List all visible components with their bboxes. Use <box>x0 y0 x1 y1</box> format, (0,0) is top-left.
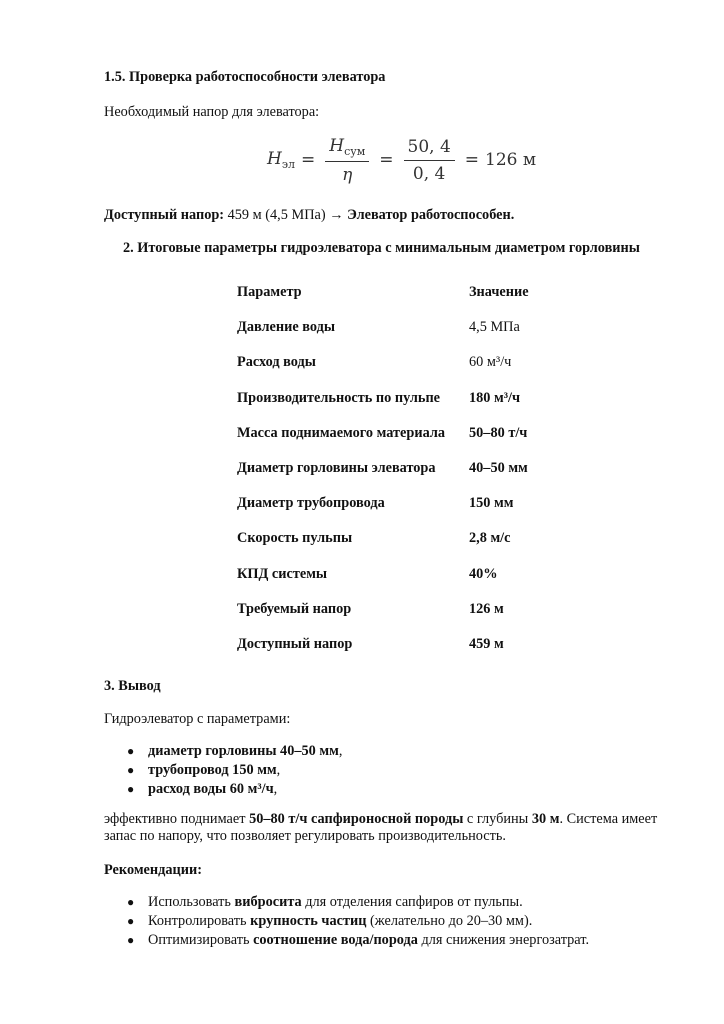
section-2-heading: 2. Итоговые параметры гидроэлеватора с минимальным диаметром горловины <box>123 240 640 256</box>
recommendation-segment: Контролировать <box>148 913 251 929</box>
table-cell-value: 2,8 м/с <box>469 530 511 547</box>
available-head-value: 459 м (4,5 МПа) → <box>224 207 348 223</box>
table-cell-value: 40% <box>469 565 498 582</box>
recommendation-segment: для отделения сапфиров от пульпы. <box>301 894 523 910</box>
formula-equals: = <box>464 150 480 170</box>
available-head-verdict: Элеватор работоспособен. <box>347 207 515 223</box>
formula-equals: = <box>379 150 394 170</box>
parameter-bullet-segment: , <box>273 781 278 797</box>
conclusion-segment: с глубины <box>463 811 532 827</box>
recommendations-heading: Рекомендации: <box>104 862 202 878</box>
table-header-param: Параметр <box>237 284 302 300</box>
recommendation-segment: Использовать <box>148 894 235 910</box>
table-cell-param: Скорость пульпы <box>237 530 353 547</box>
table-cell-param: Диаметр горловины элеватора <box>237 459 436 476</box>
bullet-icon: ● <box>127 895 135 909</box>
recommendation-segment: крупность частиц <box>250 913 367 929</box>
table-cell-param: Требуемый напор <box>237 600 352 617</box>
conclusion-intro: Гидроэлеватор с параметрами: <box>104 711 291 727</box>
bullet-icon: ● <box>127 782 135 796</box>
bullet-icon: ● <box>127 914 135 928</box>
parameter-bullet-item <box>104 780 342 799</box>
conclusion-line-2: запас по напору, что позволяет регулировать производительность. <box>104 828 506 844</box>
table-cell-value: 4,5 МПа <box>469 319 520 336</box>
conclusion-segment: 50–80 т/ч сапфироносной породы <box>249 811 464 827</box>
bullet-icon: ● <box>127 933 135 947</box>
table-cell-value: 150 мм <box>469 495 514 512</box>
parameter-bullet-list <box>104 742 342 799</box>
table-cell-value: 126 м <box>469 600 504 617</box>
formula-result: 126 м <box>485 150 537 170</box>
table-cell-param: Расход воды <box>237 354 316 371</box>
parameter-bullet-segment: расход воды 60 м³/ч <box>148 781 274 797</box>
table-cell-param: Производительность по пульпе <box>237 389 441 406</box>
formula-fraction-numeric: $\frac{50, 4}{0, 4}$ <box>406 137 453 184</box>
table-cell-param: Давление воды <box>237 319 336 336</box>
conclusion-line-1 <box>104 811 657 828</box>
parameter-bullet-segment: диаметр горловины 40–50 мм <box>148 743 339 759</box>
recommendation-segment: Оптимизировать <box>148 932 254 948</box>
section-1-5-heading: 1.5. Проверка работоспособности элеватора <box>104 69 386 85</box>
table-cell-value: 459 м <box>469 635 504 652</box>
table-header-value: Значение <box>469 284 529 300</box>
required-head-formula <box>267 130 536 190</box>
recommendation-segment: вибросита <box>234 894 302 910</box>
parameter-bullet-segment: трубопровод 150 мм <box>148 762 277 778</box>
section-3-heading: 3. Вывод <box>104 678 161 694</box>
bullet-icon: ● <box>127 763 135 777</box>
recommendation-segment: соотношение вода/порода <box>253 932 418 948</box>
formula-equals: = <box>300 150 316 170</box>
available-head-line <box>104 207 514 224</box>
conclusion-segment: 30 м <box>531 811 560 827</box>
required-head-intro: Необходимый напор для элеватора: <box>104 104 320 120</box>
table-cell-param: Масса поднимаемого материала <box>237 424 446 441</box>
table-cell-value: 50–80 т/ч <box>469 424 528 441</box>
recommendations-list <box>104 893 589 950</box>
available-head-label: Доступный напор: <box>104 207 225 223</box>
table-cell-param: Диаметр трубопровода <box>237 495 385 512</box>
bullet-icon: ● <box>127 744 135 758</box>
conclusion-segment: . Система имеет <box>559 811 658 827</box>
conclusion-segment: эффективно поднимает <box>104 811 250 827</box>
formula-lhs: $H_{эл}$ <box>267 149 295 171</box>
recommendation-segment: для снижения энергозатрат. <box>417 932 590 948</box>
table-cell-value: 40–50 мм <box>469 459 528 476</box>
table-cell-param: КПД системы <box>237 565 328 582</box>
table-cell-value: 180 м³/ч <box>469 389 521 406</box>
recommendation-item <box>104 912 589 931</box>
recommendation-segment: (желательно до 20–30 мм). <box>366 913 533 929</box>
recommendation-item <box>104 931 589 950</box>
table-cell-value: 60 м³/ч <box>469 354 512 371</box>
parameter-bullet-item <box>104 742 342 761</box>
recommendation-item <box>104 893 589 912</box>
parameter-bullet-segment: , <box>276 762 281 778</box>
parameter-bullet-item <box>104 761 342 780</box>
table-cell-param: Доступный напор <box>237 635 353 652</box>
parameter-bullet-segment: , <box>338 743 343 759</box>
formula-fraction-symbolic: $\frac{H_{сум}}{\eta}$ <box>327 136 367 185</box>
